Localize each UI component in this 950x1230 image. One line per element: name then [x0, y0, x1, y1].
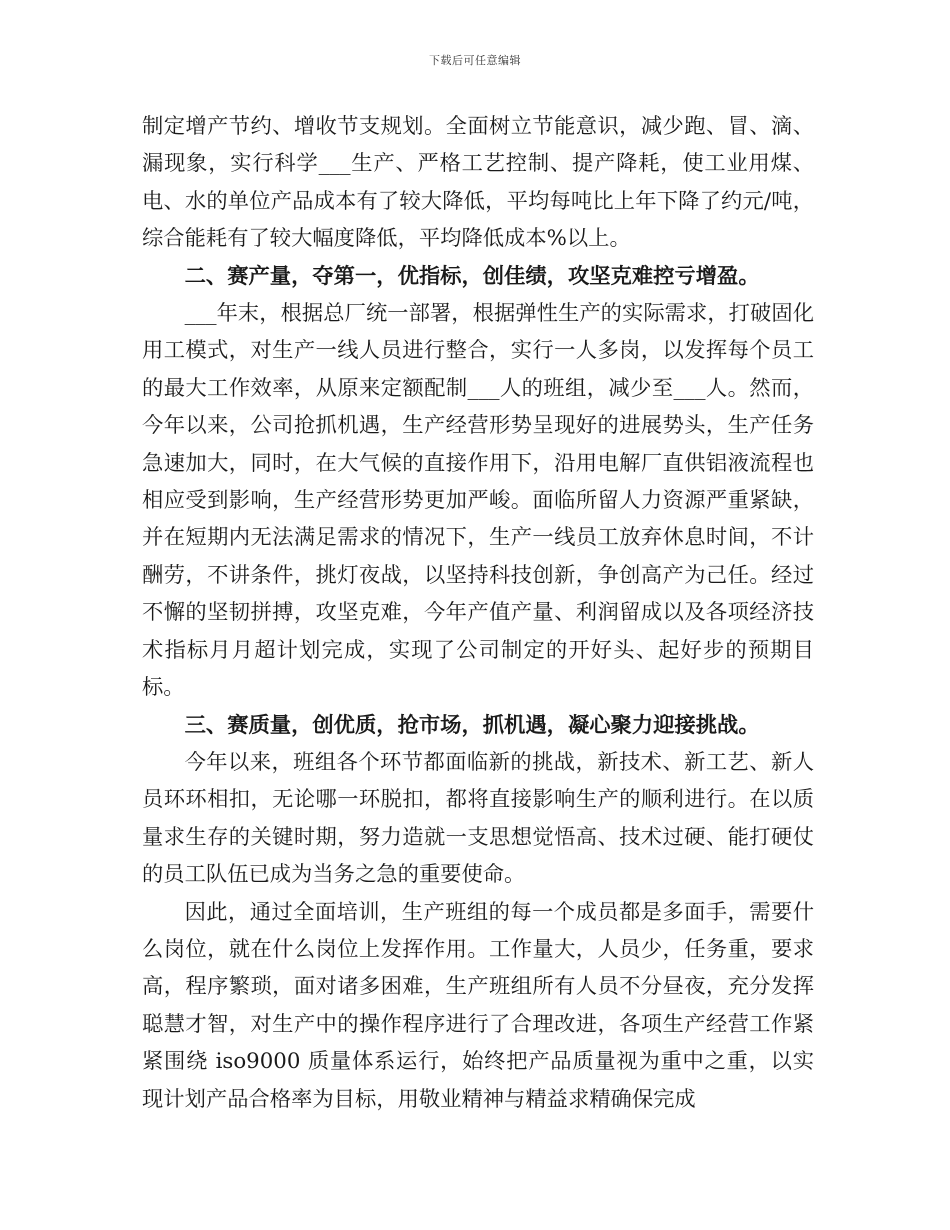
paragraph-continued: 制定增产节约、增收节支规划。全面树立节能意识，减少跑、冒、滴、漏现象，实行科学___生产、严格工艺控制、提产降耗，使工业用煤、电、水的单位产品成本有了较大降低，平均每吨比上年下降了约元/吨，综合能耗有了较大幅度降低，平均降低成本%以上。 [142, 114, 814, 252]
page-header: 下载后可任意编辑 [429, 54, 521, 67]
paragraph-section-three-detail: 因此，通过全面培训，生产班组的每一个成员都是多面手，需要什么岗位，就在什么岗位上发挥作用。工作量大，人员少，任务重，要求高，程序繁琐，面对诸多困难，生产班组所有人员不分昼夜，充分发挥聪慧才智，对生产中的操作程序进行了合理改进，各项生产经营工作紧紧围绕 iso9000 质量体系运行，始终把产品质量视为重中之重，以实现计划产品合格率为目标，用敬业精神与精益求精确保完成 [142, 899, 814, 1112]
paragraph-section-three-intro: 今年以来，班组各个环节都面临新的挑战，新技术、新工艺、新人员环环相扣，无论哪一环脱扣，都将直接影响生产的顺利进行。在以质量求生存的关键时期，努力造就一支思想觉悟高、技术过硬、能打硬仗的员工队伍已成为当务之急的重要使命。 [142, 749, 814, 888]
section-heading-three: 三、赛质量，创优质，抢市场，抓机遇，凝心聚力迎接挑战。 [184, 712, 760, 738]
paragraph-section-two: ___年末，根据总厂统一部署，根据弹性生产的实际需求，打破固化用工模式，对生产一线人员进行整合，实行一人多岗，以发挥每个员工的最大工作效率，从原来定额配制___人的班组，减少至___人。然而，今年以来，公司抢抓机遇，生产经营形势呈现好的进展势头，生产任务急速加大，同时，在大气候的直接作用下，沿用电解厂直供铝液流程也相应受到影响，生产经营形势更加严峻。面临所留人力资源严重紧缺，并在短期内无法满足需求的情况下，生产一线员工放弃休息时间，不计酬劳，不讲条件，挑灯夜战，以坚持科技创新，争创高产为己任。经过不懈的坚韧拼搏，攻坚克难，今年产值产量、利润留成以及各项经济技术指标月月超计划完成，实现了公司制定的开好头、起好步的预期目标。 [142, 301, 814, 701]
section-heading-two: 二、赛产量，夺第一，优指标，创佳绩，攻坚克难控亏增盈。 [184, 263, 760, 289]
document-body [142, 108, 814, 1118]
